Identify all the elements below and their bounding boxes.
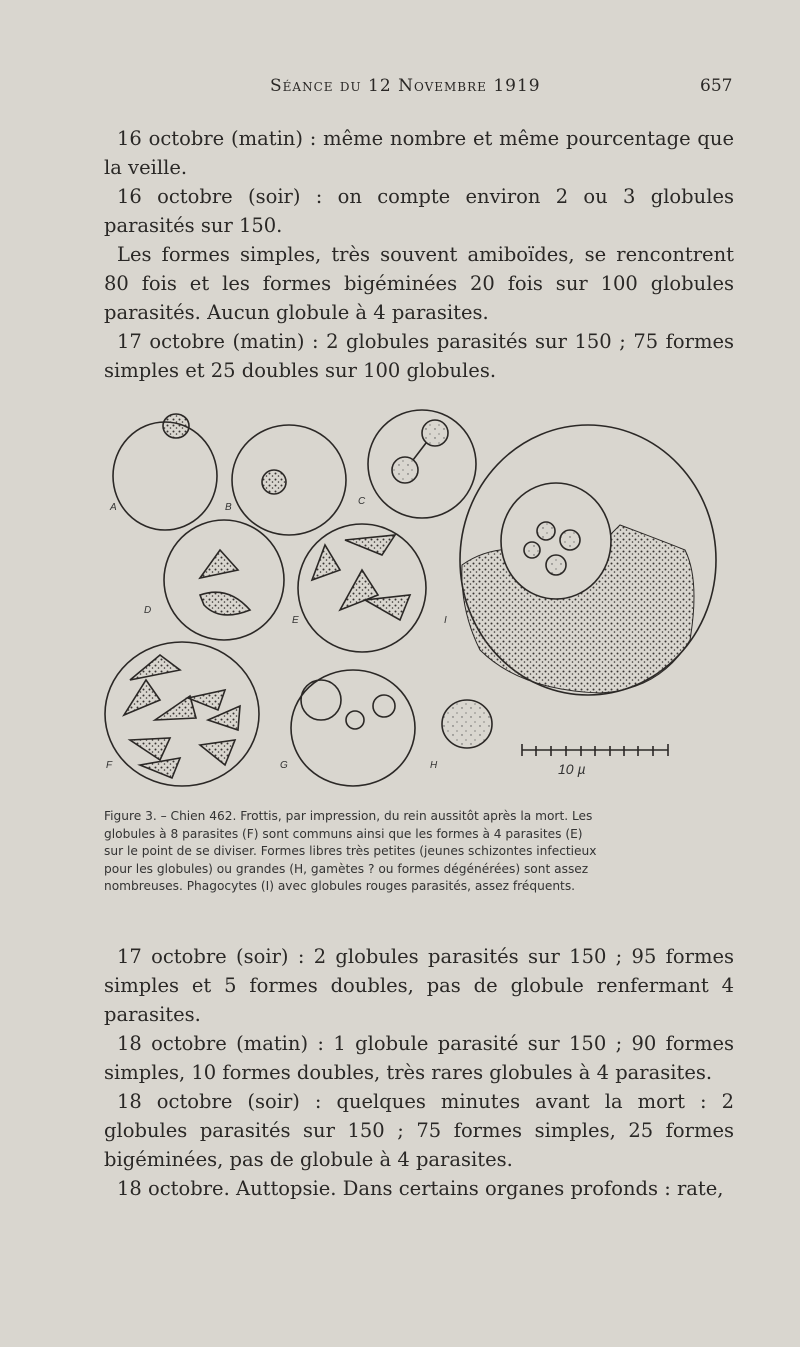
page-number: 657	[700, 76, 733, 96]
paragraph: Les formes simples, très souvent amiboïdes, se rencontrent 80 fois et les formes bigéminées 20 fois sur 100 globules parasités. Aucun globule à 4 parasites.	[104, 243, 734, 324]
cell-b	[232, 425, 346, 535]
panel-label-a: A	[110, 502, 117, 513]
caption-line: nombreuses. Phagocytes (I) avec globules rouges parasités, assez fréquents.	[104, 879, 576, 893]
running-title: Séance du 12 Novembre 1919	[270, 76, 541, 96]
paragraph: 18 octobre. Auttopsie. Dans certains organes profonds : rate,	[117, 1177, 724, 1200]
paragraph: 16 octobre (matin) : même nombre et même pourcentage que la veille.	[104, 127, 734, 179]
top-text-block	[104, 124, 734, 385]
scale-label: 10 µ	[558, 761, 586, 777]
panel-label-e: E	[292, 615, 299, 626]
bottom-text-block	[104, 942, 734, 1203]
figure-3-illustration	[100, 400, 730, 795]
caption-line: pour les globules) ou grandes (H, gamètes ? ou formes dégénérées) sont assez	[104, 861, 589, 876]
panel-label-f: F	[106, 760, 113, 771]
paragraph: 17 octobre (soir) : 2 globules parasités sur 150 ; 95 formes simples et 5 formes doubles, pas de globule renfermant 4 parasites.	[104, 945, 734, 1026]
caption-line: Figure 3. – Chien 462. Frottis, par impression, du rein aussitôt après la mort. Les	[104, 809, 593, 823]
paragraph: 17 octobre (matin) : 2 globules parasités sur 150 ; 75 formes simples et 25 doubles sur 100 globules.	[104, 330, 734, 382]
panel-label-i: I	[444, 615, 447, 626]
panel-label-c: C	[358, 496, 366, 507]
caption-line: globules à 8 parasites (F) sont communs ainsi que les formes à 4 parasites (E)	[104, 826, 583, 841]
panel-label-b: B	[225, 502, 232, 513]
paragraph: 16 octobre (soir) : on compte environ 2 ou 3 globules parasités sur 150.	[104, 185, 734, 237]
cell-d	[164, 520, 284, 640]
blood-cell-drawing	[100, 400, 730, 795]
cell-a	[113, 422, 217, 530]
cell-h	[442, 700, 492, 748]
panel-label-d: D	[144, 605, 152, 616]
panel-label-g: G	[280, 760, 288, 771]
cell-c	[368, 410, 476, 518]
panel-label-h: H	[430, 760, 438, 771]
figure-caption	[104, 808, 728, 896]
paragraph: 18 octobre (matin) : 1 globule parasité sur 150 ; 90 formes simples, 10 formes doubles, très rares globules à 4 parasites.	[104, 1032, 734, 1084]
caption-line: sur le point de se diviser. Formes libres très petites (jeunes schizontes infectieux	[104, 844, 597, 858]
paragraph: 18 octobre (soir) : quelques minutes avant la mort : 2 globules parasités sur 150 ; 75 formes simples, 25 formes bigéminées, pas de globule à 4 parasites.	[104, 1090, 734, 1171]
